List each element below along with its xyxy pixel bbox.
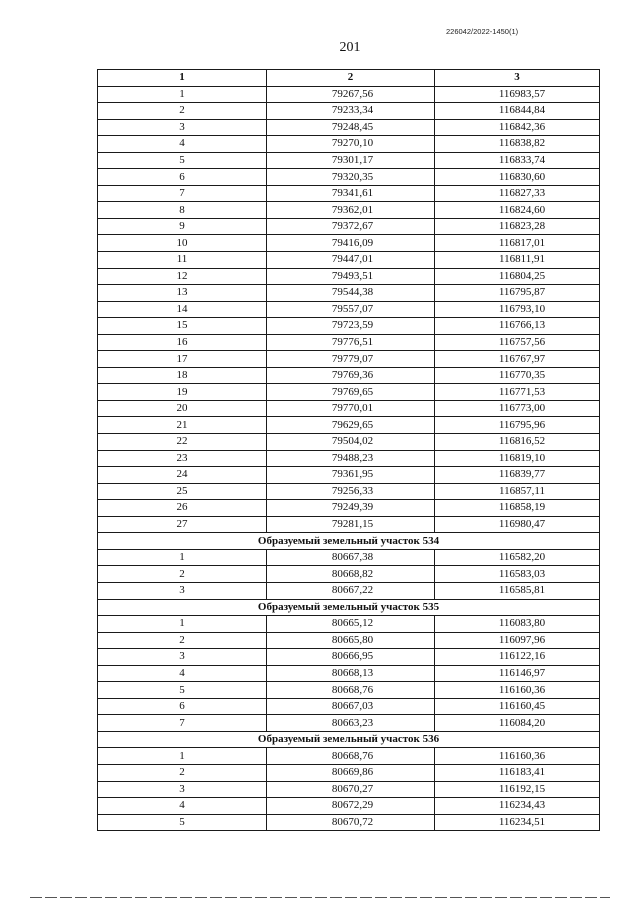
y-coordinate-cell: 116827,33 <box>435 185 600 202</box>
y-coordinate-cell: 116795,96 <box>435 417 600 434</box>
point-number-cell: 24 <box>98 467 267 484</box>
point-number-cell: 21 <box>98 417 267 434</box>
y-coordinate-cell: 116838,82 <box>435 136 600 153</box>
table-row <box>98 185 600 202</box>
table-row <box>98 682 600 699</box>
x-coordinate-cell: 79770,01 <box>267 400 435 417</box>
x-coordinate-cell: 79320,35 <box>267 169 435 186</box>
x-coordinate-cell: 79301,17 <box>267 152 435 169</box>
point-number-cell: 3 <box>98 781 267 798</box>
point-number-cell: 1 <box>98 549 267 566</box>
y-coordinate-cell: 116795,87 <box>435 285 600 302</box>
y-coordinate-cell: 116766,13 <box>435 318 600 335</box>
table-row <box>98 318 600 335</box>
table-row <box>98 384 600 401</box>
table-row <box>98 136 600 153</box>
section-title: Образуемый земельный участок 534 <box>98 533 600 550</box>
y-coordinate-cell: 116585,81 <box>435 582 600 599</box>
header-cell: 3 <box>435 70 600 87</box>
section-title-row <box>98 533 600 550</box>
y-coordinate-cell: 116183,41 <box>435 764 600 781</box>
point-number-cell: 19 <box>98 384 267 401</box>
x-coordinate-cell: 80667,38 <box>267 549 435 566</box>
point-number-cell: 17 <box>98 351 267 368</box>
table-row <box>98 467 600 484</box>
table-row <box>98 566 600 583</box>
table-row <box>98 434 600 451</box>
point-number-cell: 7 <box>98 715 267 732</box>
table-row <box>98 450 600 467</box>
x-coordinate-cell: 80668,82 <box>267 566 435 583</box>
y-coordinate-cell: 116980,47 <box>435 516 600 533</box>
table-row <box>98 582 600 599</box>
coordinates-table-body <box>98 70 600 831</box>
y-coordinate-cell: 116844,84 <box>435 103 600 120</box>
y-coordinate-cell: 116857,11 <box>435 483 600 500</box>
x-coordinate-cell: 79493,51 <box>267 268 435 285</box>
x-coordinate-cell: 79372,67 <box>267 218 435 235</box>
x-coordinate-cell: 79629,65 <box>267 417 435 434</box>
y-coordinate-cell: 116858,19 <box>435 500 600 517</box>
y-coordinate-cell: 116767,97 <box>435 351 600 368</box>
x-coordinate-cell: 80668,76 <box>267 748 435 765</box>
point-number-cell: 5 <box>98 152 267 169</box>
y-coordinate-cell: 116793,10 <box>435 301 600 318</box>
point-number-cell: 14 <box>98 301 267 318</box>
table-row <box>98 235 600 252</box>
x-coordinate-cell: 79416,09 <box>267 235 435 252</box>
y-coordinate-cell: 116823,28 <box>435 218 600 235</box>
section-title-row <box>98 731 600 748</box>
header-cell: 2 <box>267 70 435 87</box>
point-number-cell: 6 <box>98 169 267 186</box>
table-row <box>98 516 600 533</box>
x-coordinate-cell: 79362,01 <box>267 202 435 219</box>
table-row <box>98 698 600 715</box>
point-number-cell: 7 <box>98 185 267 202</box>
point-number-cell: 4 <box>98 798 267 815</box>
x-coordinate-cell: 79776,51 <box>267 334 435 351</box>
table-row <box>98 549 600 566</box>
table-row <box>98 103 600 120</box>
point-number-cell: 5 <box>98 682 267 699</box>
x-coordinate-cell: 80667,03 <box>267 698 435 715</box>
y-coordinate-cell: 116083,80 <box>435 616 600 633</box>
y-coordinate-cell: 116160,45 <box>435 698 600 715</box>
x-coordinate-cell: 79281,15 <box>267 516 435 533</box>
x-coordinate-cell: 80668,76 <box>267 682 435 699</box>
x-coordinate-cell: 79270,10 <box>267 136 435 153</box>
y-coordinate-cell: 116146,97 <box>435 665 600 682</box>
point-number-cell: 11 <box>98 252 267 269</box>
table-row <box>98 798 600 815</box>
x-coordinate-cell: 79447,01 <box>267 252 435 269</box>
table-row <box>98 616 600 633</box>
point-number-cell: 4 <box>98 136 267 153</box>
point-number-cell: 1 <box>98 616 267 633</box>
table-row <box>98 632 600 649</box>
x-coordinate-cell: 80672,29 <box>267 798 435 815</box>
point-number-cell: 20 <box>98 400 267 417</box>
point-number-cell: 3 <box>98 119 267 136</box>
x-coordinate-cell: 79361,95 <box>267 467 435 484</box>
x-coordinate-cell: 79341,61 <box>267 185 435 202</box>
page-number: 201 <box>339 40 361 55</box>
y-coordinate-cell: 116234,43 <box>435 798 600 815</box>
x-coordinate-cell: 79488,23 <box>267 450 435 467</box>
coordinates-table-container <box>97 69 599 831</box>
x-coordinate-cell: 79723,59 <box>267 318 435 335</box>
table-row <box>98 400 600 417</box>
table-row <box>98 814 600 831</box>
y-coordinate-cell: 116773,00 <box>435 400 600 417</box>
x-coordinate-cell: 79504,02 <box>267 434 435 451</box>
table-row <box>98 500 600 517</box>
y-coordinate-cell: 116817,01 <box>435 235 600 252</box>
y-coordinate-cell: 116830,60 <box>435 169 600 186</box>
y-coordinate-cell: 116160,36 <box>435 748 600 765</box>
point-number-cell: 5 <box>98 814 267 831</box>
x-coordinate-cell: 80670,72 <box>267 814 435 831</box>
table-row <box>98 202 600 219</box>
section-title: Образуемый земельный участок 536 <box>98 731 600 748</box>
table-row <box>98 301 600 318</box>
x-coordinate-cell: 79256,33 <box>267 483 435 500</box>
point-number-cell: 10 <box>98 235 267 252</box>
point-number-cell: 4 <box>98 665 267 682</box>
x-coordinate-cell: 79248,45 <box>267 119 435 136</box>
point-number-cell: 12 <box>98 268 267 285</box>
table-row <box>98 285 600 302</box>
table-row <box>98 483 600 500</box>
point-number-cell: 1 <box>98 86 267 103</box>
y-coordinate-cell: 116583,03 <box>435 566 600 583</box>
point-number-cell: 26 <box>98 500 267 517</box>
x-coordinate-cell: 80665,80 <box>267 632 435 649</box>
x-coordinate-cell: 80665,12 <box>267 616 435 633</box>
table-row <box>98 169 600 186</box>
point-number-cell: 15 <box>98 318 267 335</box>
section-title-row <box>98 599 600 616</box>
point-number-cell: 1 <box>98 748 267 765</box>
x-coordinate-cell: 79233,34 <box>267 103 435 120</box>
y-coordinate-cell: 116771,53 <box>435 384 600 401</box>
y-coordinate-cell: 116192,15 <box>435 781 600 798</box>
document-id: 226042/2022-1450(1) <box>446 27 519 36</box>
y-coordinate-cell: 116983,57 <box>435 86 600 103</box>
table-header-row <box>98 70 600 87</box>
footer-divider <box>30 897 610 898</box>
table-row <box>98 715 600 732</box>
point-number-cell: 25 <box>98 483 267 500</box>
table-row <box>98 218 600 235</box>
y-coordinate-cell: 116839,77 <box>435 467 600 484</box>
point-number-cell: 2 <box>98 103 267 120</box>
table-row <box>98 86 600 103</box>
table-row <box>98 351 600 368</box>
y-coordinate-cell: 116816,52 <box>435 434 600 451</box>
x-coordinate-cell: 79557,07 <box>267 301 435 318</box>
table-row <box>98 748 600 765</box>
y-coordinate-cell: 116084,20 <box>435 715 600 732</box>
x-coordinate-cell: 80667,22 <box>267 582 435 599</box>
y-coordinate-cell: 116804,25 <box>435 268 600 285</box>
table-row <box>98 764 600 781</box>
point-number-cell: 8 <box>98 202 267 219</box>
table-row <box>98 649 600 666</box>
point-number-cell: 23 <box>98 450 267 467</box>
y-coordinate-cell: 116811,91 <box>435 252 600 269</box>
table-row <box>98 268 600 285</box>
point-number-cell: 13 <box>98 285 267 302</box>
point-number-cell: 6 <box>98 698 267 715</box>
x-coordinate-cell: 79249,39 <box>267 500 435 517</box>
point-number-cell: 16 <box>98 334 267 351</box>
x-coordinate-cell: 80669,86 <box>267 764 435 781</box>
table-row <box>98 334 600 351</box>
y-coordinate-cell: 116833,74 <box>435 152 600 169</box>
table-row <box>98 417 600 434</box>
y-coordinate-cell: 116160,36 <box>435 682 600 699</box>
table-row <box>98 152 600 169</box>
x-coordinate-cell: 79544,38 <box>267 285 435 302</box>
point-number-cell: 2 <box>98 632 267 649</box>
table-row <box>98 367 600 384</box>
point-number-cell: 3 <box>98 582 267 599</box>
point-number-cell: 9 <box>98 218 267 235</box>
point-number-cell: 2 <box>98 764 267 781</box>
point-number-cell: 3 <box>98 649 267 666</box>
x-coordinate-cell: 80666,95 <box>267 649 435 666</box>
coordinates-table <box>97 69 600 831</box>
x-coordinate-cell: 79769,36 <box>267 367 435 384</box>
x-coordinate-cell: 79779,07 <box>267 351 435 368</box>
x-coordinate-cell: 80663,23 <box>267 715 435 732</box>
table-row <box>98 781 600 798</box>
y-coordinate-cell: 116824,60 <box>435 202 600 219</box>
y-coordinate-cell: 116122,16 <box>435 649 600 666</box>
y-coordinate-cell: 116757,56 <box>435 334 600 351</box>
table-row <box>98 119 600 136</box>
y-coordinate-cell: 116819,10 <box>435 450 600 467</box>
x-coordinate-cell: 79769,65 <box>267 384 435 401</box>
y-coordinate-cell: 116234,51 <box>435 814 600 831</box>
x-coordinate-cell: 80668,13 <box>267 665 435 682</box>
y-coordinate-cell: 116097,96 <box>435 632 600 649</box>
point-number-cell: 22 <box>98 434 267 451</box>
point-number-cell: 18 <box>98 367 267 384</box>
point-number-cell: 27 <box>98 516 267 533</box>
y-coordinate-cell: 116842,36 <box>435 119 600 136</box>
header-cell: 1 <box>98 70 267 87</box>
x-coordinate-cell: 79267,56 <box>267 86 435 103</box>
y-coordinate-cell: 116582,20 <box>435 549 600 566</box>
section-title: Образуемый земельный участок 535 <box>98 599 600 616</box>
y-coordinate-cell: 116770,35 <box>435 367 600 384</box>
table-row <box>98 665 600 682</box>
table-row <box>98 252 600 269</box>
point-number-cell: 2 <box>98 566 267 583</box>
x-coordinate-cell: 80670,27 <box>267 781 435 798</box>
